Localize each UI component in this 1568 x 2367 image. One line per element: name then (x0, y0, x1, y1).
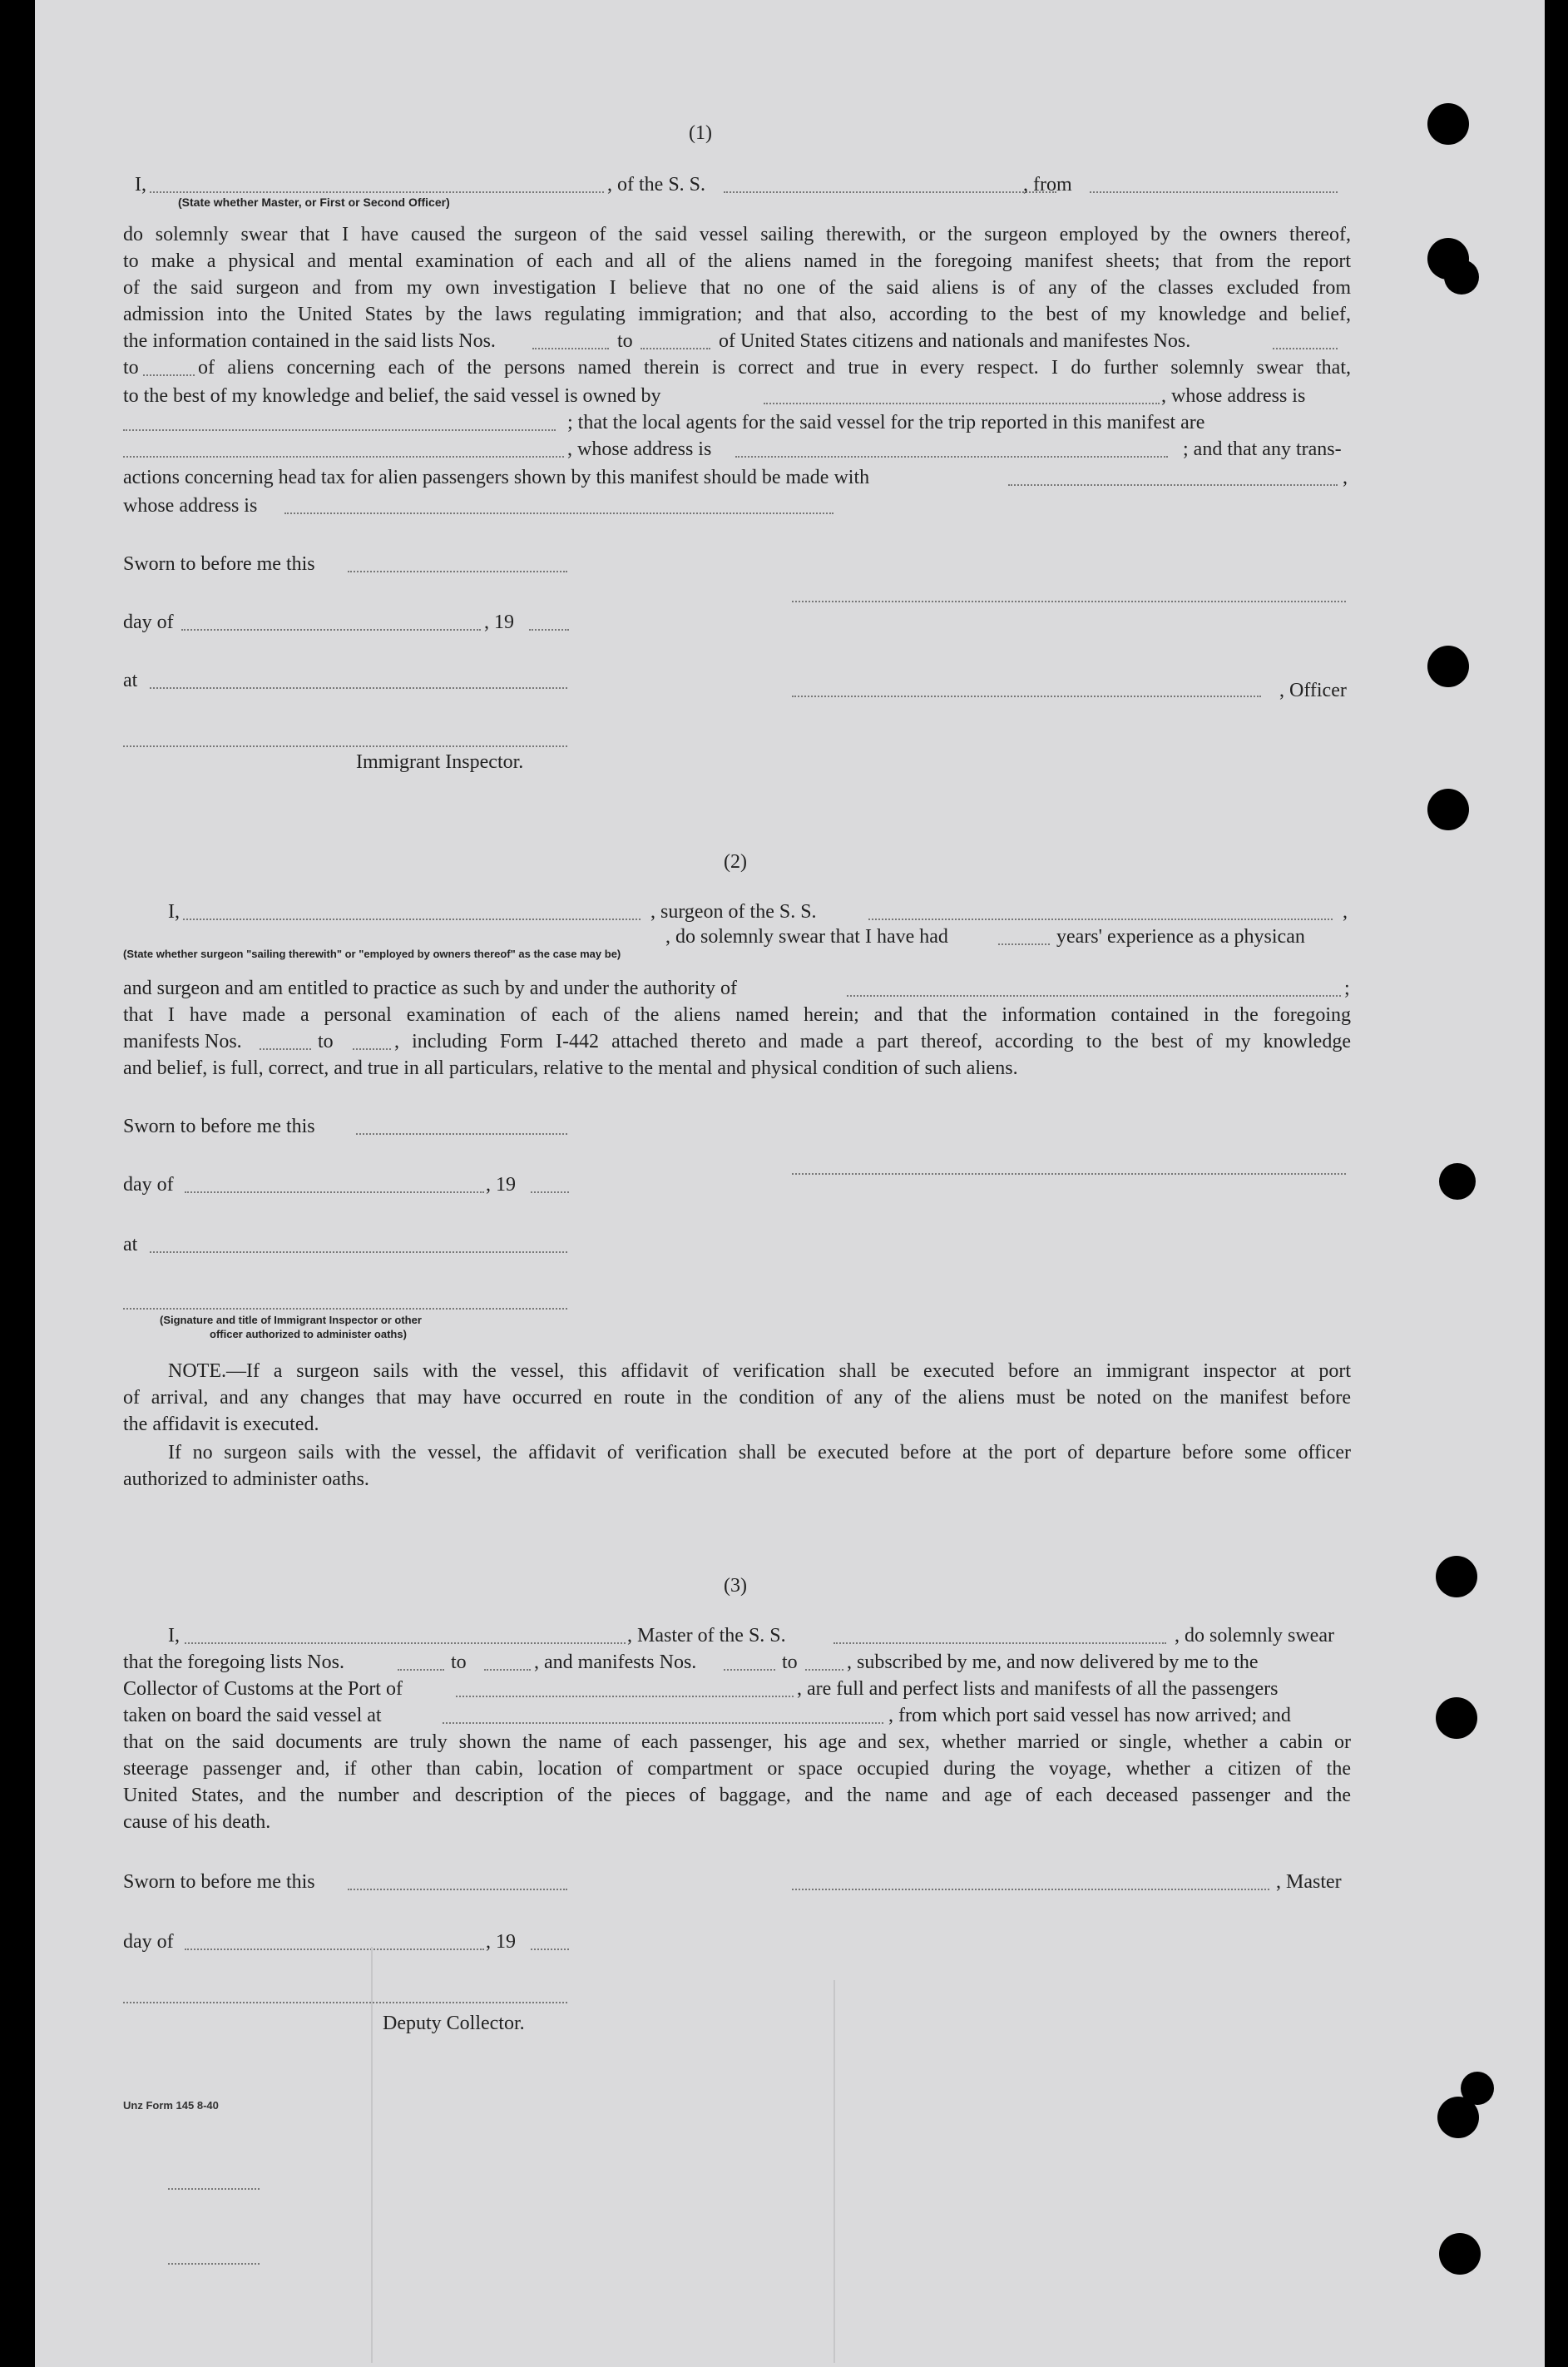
text: Immigrant Inspector. (356, 751, 524, 773)
day-of-field[interactable] (185, 1949, 484, 1950)
punch-hole (1461, 2072, 1494, 2105)
text: , of the S. S. (607, 174, 706, 196)
manifests-to-field[interactable] (805, 1669, 843, 1671)
manifests-to-field[interactable] (143, 374, 195, 376)
officer-name-field[interactable] (150, 191, 604, 193)
field-caption: (State whether surgeon "sailing therewith" or "employed by owners thereof" as the case may be) (123, 948, 621, 960)
paragraph-line: to make a physical and mental examination of each and all of the aliens named in the foregoing manifest sheets; that from the report (123, 250, 1351, 272)
text: to (782, 1651, 798, 1673)
text: , whose address is (1161, 385, 1306, 407)
text: years' experience as a physican (1056, 926, 1305, 948)
text: , are full and perfect lists and manifests of all the passengers (797, 1678, 1279, 1700)
section-2-number: (2) (724, 851, 747, 873)
signature-caption: (Signature and title of Immigrant Inspector or other (160, 1314, 422, 1326)
text: , Officer (1279, 680, 1347, 701)
owner-field[interactable] (764, 403, 1160, 404)
text: , (1343, 467, 1348, 488)
text: , 19 (484, 612, 514, 633)
officer-title-field[interactable] (792, 696, 1261, 697)
text: Sworn to before me this (123, 553, 315, 575)
paragraph-line: of the said surgeon and from my own investigation I believe that no one of the said aliens is of any of the classes excluded from (123, 277, 1351, 299)
vessel-name-field[interactable] (833, 1642, 1166, 1644)
departure-port-field[interactable] (1090, 191, 1338, 193)
text: day of (123, 1931, 174, 1953)
text: taken on board the said vessel at (123, 1705, 382, 1726)
owner-address-field[interactable] (123, 429, 556, 431)
head-tax-agent-field[interactable] (1008, 484, 1338, 486)
text: Sworn to before me this (123, 1871, 315, 1893)
lists-to-field[interactable] (641, 348, 710, 349)
text: , 19 (486, 1931, 516, 1953)
paragraph-line: that on the said documents are truly shown the name of each passenger, his age and sex, whether married or single, whether a cabin or (123, 1731, 1351, 1753)
text: ; that the local agents for the said vessel for the trip reported in this manifest are (567, 412, 1205, 433)
text: Sworn to before me this (123, 1116, 315, 1137)
text: to (451, 1651, 467, 1673)
deputy-collector-signature-field[interactable] (123, 2002, 567, 2003)
text: to (617, 330, 633, 352)
text: to (318, 1031, 334, 1052)
paragraph-line: that I have made a personal examination of each of the aliens named herein; and that the information contained in the foregoing (123, 1004, 1351, 1026)
at-field[interactable] (150, 687, 567, 689)
years-experience-field[interactable] (998, 943, 1050, 945)
punch-hole (1427, 646, 1469, 687)
vessel-name-field[interactable] (868, 919, 1333, 920)
manifests-from-field[interactable] (724, 1669, 775, 1671)
text: I, (168, 901, 180, 923)
text: of United States citizens and nationals and manifestes Nos. (719, 330, 1191, 352)
sworn-date-field[interactable] (348, 1889, 567, 1890)
text: , do solemnly swear (1175, 1625, 1334, 1647)
text: actions concerning head tax for alien passengers shown by this manifest should be made with (123, 467, 870, 488)
blank-line (168, 2263, 260, 2265)
lists-to-field[interactable] (484, 1669, 531, 1671)
bleed-through-rule (371, 1947, 373, 2363)
text: , (1343, 901, 1348, 923)
note-line: of arrival, and any changes that may have occurred en route in the condition of any of the aliens must be noted on the manifest before (123, 1387, 1351, 1409)
text: Deputy Collector. (383, 2013, 525, 2034)
text: the information contained in the said lists Nos. (123, 330, 496, 352)
punch-hole (1427, 789, 1469, 830)
local-agents-field[interactable] (123, 456, 564, 458)
agents-address-field[interactable] (735, 456, 1168, 458)
paragraph-line: admission into the United States by the laws regulating immigration; and that also, according to the best of my knowledge and belief, (123, 304, 1351, 325)
master-name-field[interactable] (185, 1642, 626, 1644)
punch-hole (1444, 260, 1479, 295)
lists-from-field[interactable] (398, 1669, 444, 1671)
paragraph-line: steerage passenger and, if other than cabin, location of compartment or space occupied during the voyage, whether a citizen of the (123, 1758, 1351, 1780)
note-line: NOTE.—If a surgeon sails with the vessel, this affidavit of verification shall be executed before an immigrant inspector at port (168, 1360, 1351, 1382)
punch-hole (1439, 2233, 1481, 2275)
port-field[interactable] (456, 1696, 794, 1697)
paragraph-line: of aliens concerning each of the persons named therein is correct and true in every respect. I do further solemnly swear that, (198, 357, 1351, 379)
text: I, (135, 174, 146, 196)
lists-from-field[interactable] (532, 348, 609, 349)
note-line: the affidavit is executed. (123, 1414, 319, 1435)
text: day of (123, 1174, 174, 1196)
at-field[interactable] (150, 1251, 567, 1253)
paragraph-line: cause of his death. (123, 1811, 271, 1833)
surgeon-signature-field[interactable] (792, 1173, 1346, 1175)
punch-hole (1427, 103, 1469, 145)
text: , from (1023, 174, 1072, 196)
paragraph-line: do solemnly swear that I have caused the surgeon of the said vessel sailing therewith, or the surgeon employed by the owners thereof, (123, 224, 1351, 245)
text: at (123, 1234, 138, 1255)
day-of-field[interactable] (185, 1191, 484, 1193)
text: , 19 (486, 1174, 516, 1196)
note-line: If no surgeon sails with the vessel, the affidavit of verification shall be executed before at the port of departure before some officer (168, 1442, 1351, 1463)
sworn-date-field[interactable] (356, 1133, 567, 1135)
year-field[interactable] (529, 629, 569, 631)
embarkation-port-field[interactable] (443, 1722, 883, 1724)
text: to the best of my knowledge and belief, the said vessel is owned by (123, 385, 661, 407)
text: to (123, 357, 139, 379)
text: , whose address is (567, 438, 712, 460)
vessel-name-field[interactable] (724, 191, 1056, 193)
text: , from which port said vessel has now arrived; and (888, 1705, 1291, 1726)
text: and surgeon and am entitled to practice as such by and under the authority of (123, 978, 737, 999)
punch-hole (1436, 1697, 1477, 1739)
authority-field[interactable] (847, 995, 1341, 997)
day-of-field[interactable] (181, 629, 481, 631)
text: , Master (1276, 1871, 1342, 1893)
head-tax-address-field[interactable] (284, 513, 833, 514)
text: , subscribed by me, and now delivered by me to the (847, 1651, 1259, 1673)
text: , and manifests Nos. (534, 1651, 697, 1673)
text: I, (168, 1625, 180, 1647)
text: manifests Nos. (123, 1031, 242, 1052)
manifests-from-field[interactable] (260, 1048, 311, 1050)
signature-caption: officer authorized to administer oaths) (210, 1328, 407, 1340)
section-1-number: (1) (689, 122, 712, 144)
field-caption: (State whether Master, or First or Second Officer) (178, 196, 450, 209)
paragraph-line: United States, and the number and description of the pieces of baggage, and the name and age of each deceased passenger and the (123, 1785, 1351, 1806)
text: and belief, is full, correct, and true in all particulars, relative to the mental and physical condition of such aliens. (123, 1057, 1018, 1079)
text: that the foregoing lists Nos. (123, 1651, 344, 1673)
text: day of (123, 612, 174, 633)
blank-line (168, 2188, 260, 2190)
surgeon-name-field[interactable] (183, 919, 641, 920)
text: at (123, 670, 138, 691)
text: , surgeon of the S. S. (650, 901, 817, 923)
punch-hole (1439, 1163, 1476, 1200)
text: ; and that any trans- (1183, 438, 1342, 460)
master-signature-field[interactable] (792, 1889, 1269, 1890)
year-field[interactable] (531, 1949, 569, 1950)
paragraph-line: , including Form I-442 attached thereto and made a part thereof, according to the best of my knowledge (394, 1031, 1351, 1052)
inspector-signature-field[interactable] (123, 1308, 567, 1310)
text: whose address is (123, 495, 258, 517)
form-number: Unz Form 145 8-40 (123, 2099, 219, 2112)
punch-hole (1436, 1556, 1477, 1597)
manifest-verification-page (35, 0, 1545, 2367)
year-field[interactable] (531, 1191, 569, 1193)
section-3-number: (3) (724, 1575, 747, 1597)
text: Collector of Customs at the Port of (123, 1678, 403, 1700)
bleed-through-rule (833, 1980, 835, 2363)
text: , Master of the S. S. (627, 1625, 786, 1647)
sworn-date-field[interactable] (348, 571, 567, 572)
inspector-signature-field[interactable] (123, 745, 567, 747)
officer-signature-field[interactable] (792, 601, 1346, 602)
manifests-to-field[interactable] (353, 1048, 391, 1050)
text: ; (1344, 978, 1350, 999)
text: , do solemnly swear that I have had (665, 926, 948, 948)
note-line: authorized to administer oaths. (123, 1468, 369, 1490)
manifests-from-field[interactable] (1273, 348, 1338, 349)
